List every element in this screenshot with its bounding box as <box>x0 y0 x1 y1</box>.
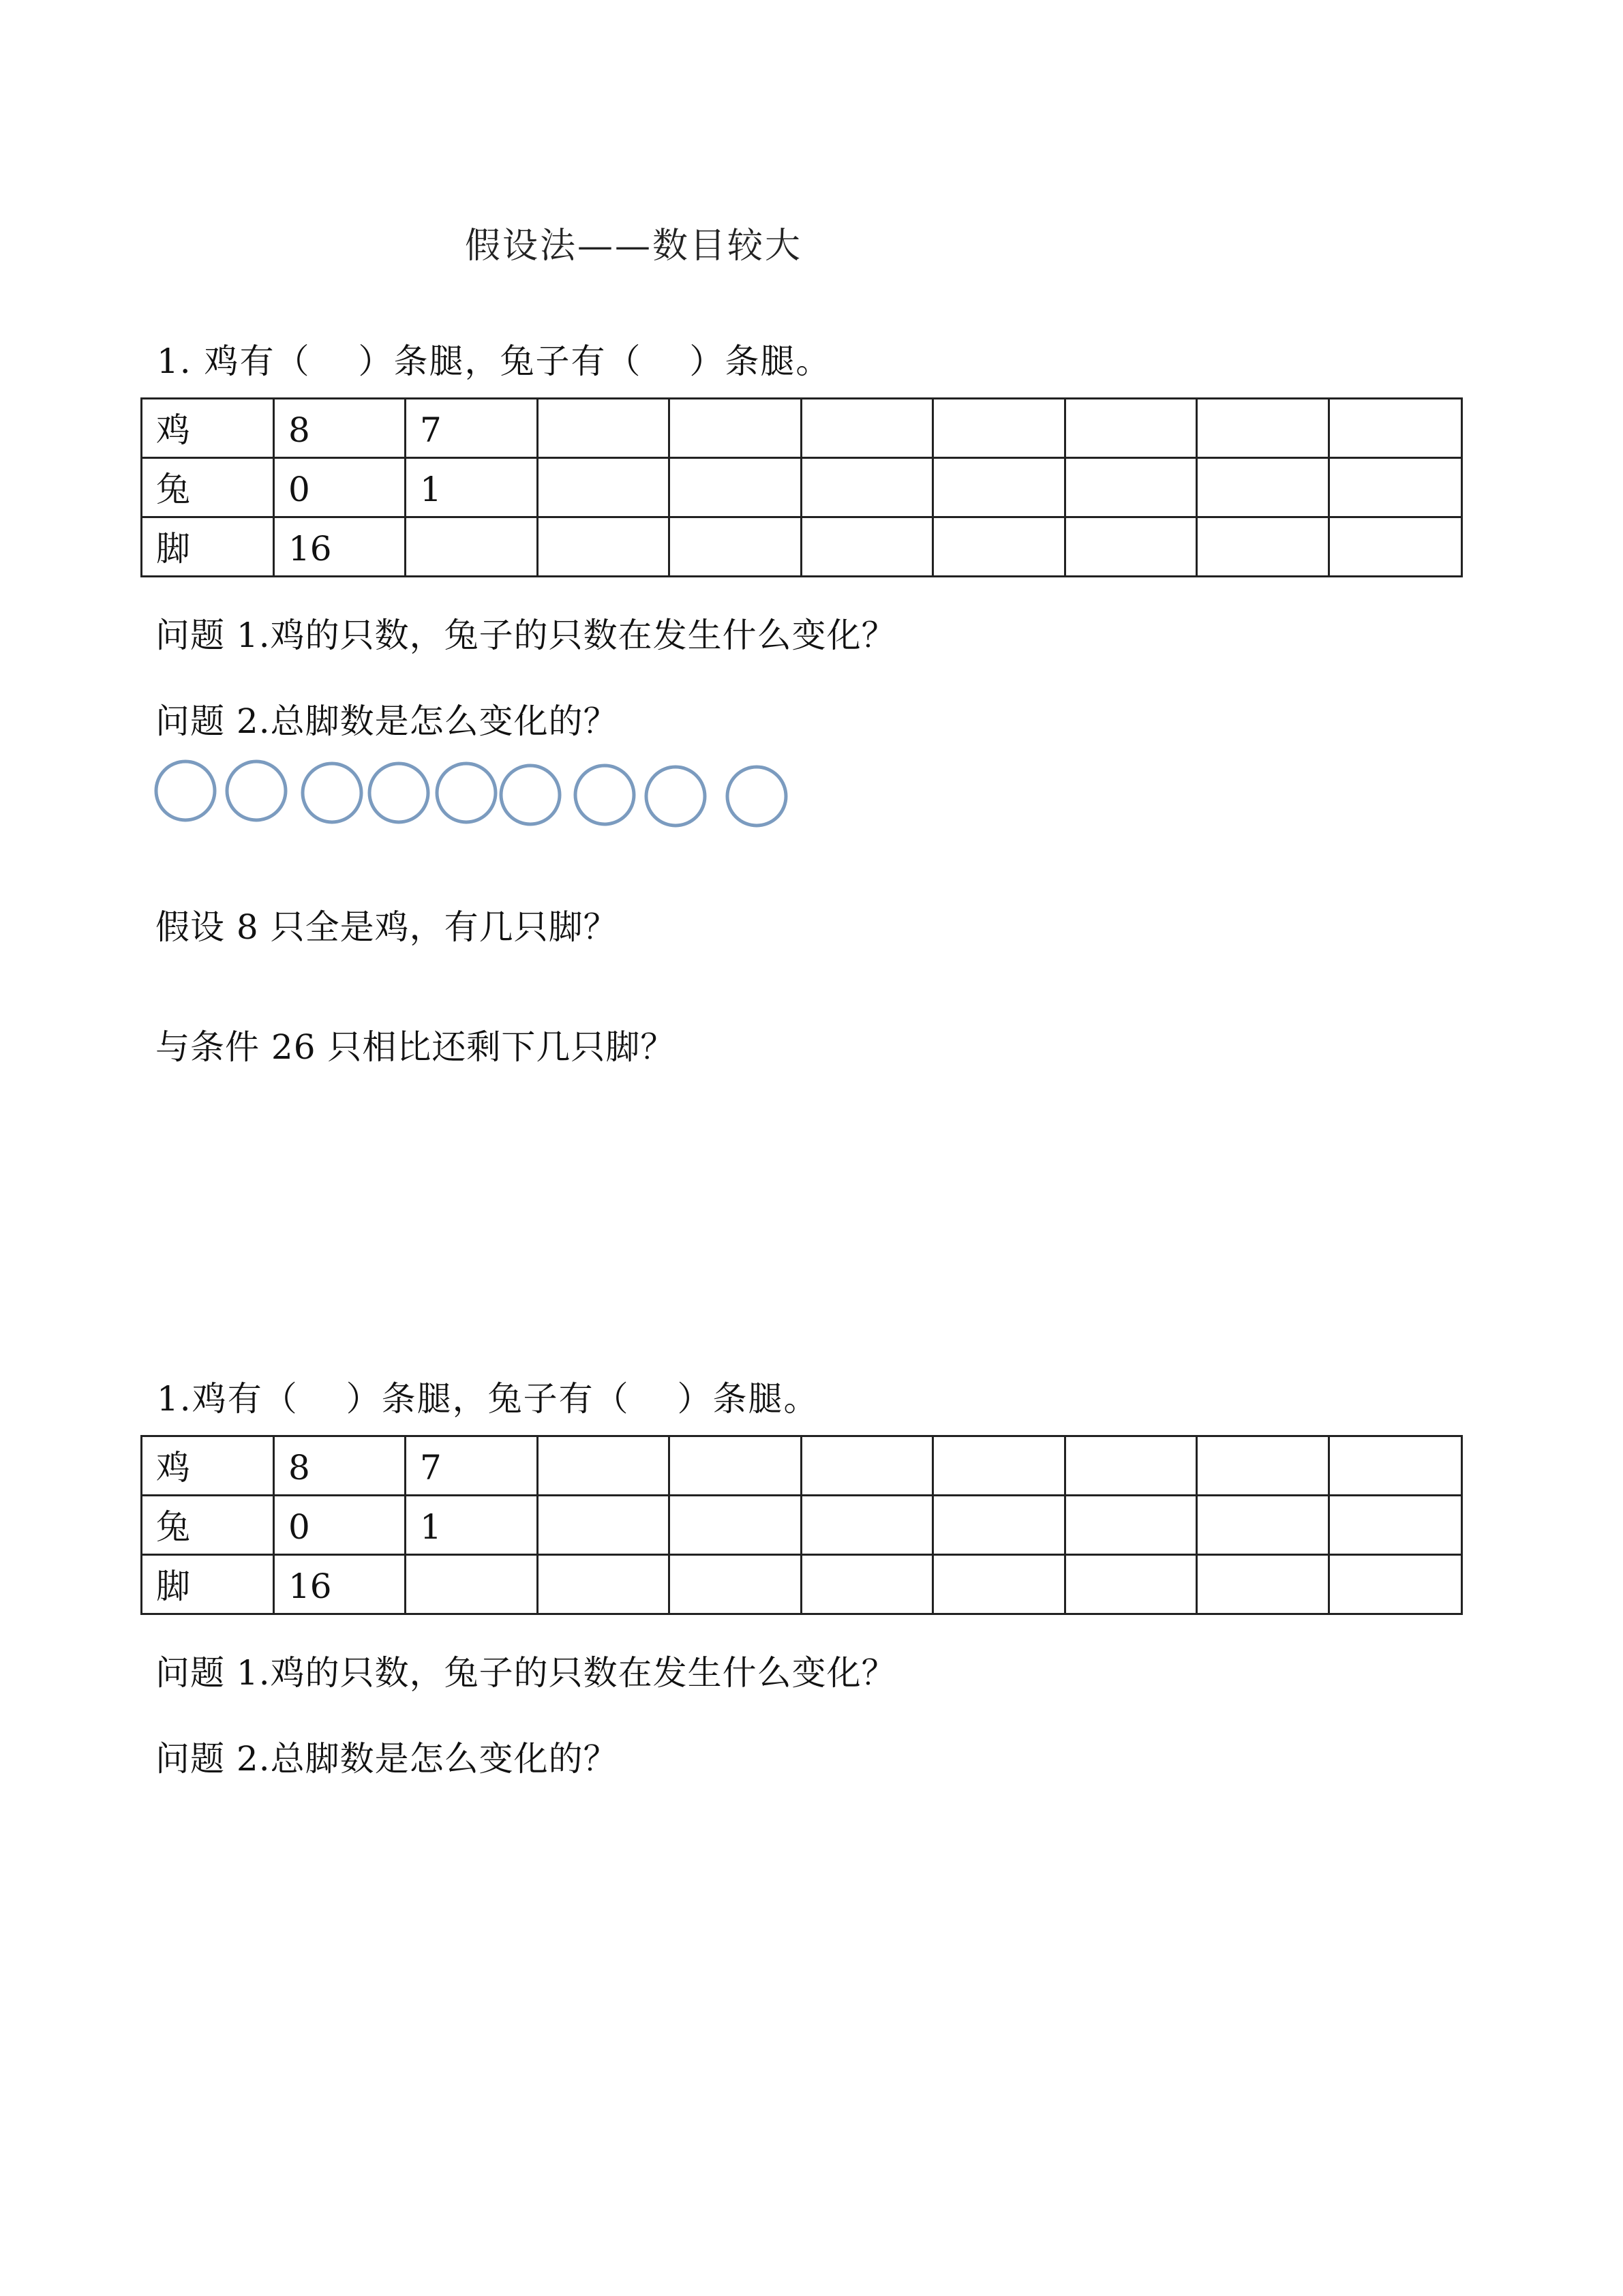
table-cell <box>802 1436 933 1496</box>
table-cell <box>802 1496 933 1555</box>
blank-circle <box>646 767 705 826</box>
table-cell <box>1197 1436 1329 1496</box>
section1-question1: 问题 1.鸡的只数，兔子的只数在发生什么变化？ <box>155 616 896 655</box>
blank-circle <box>303 764 361 822</box>
blank-circle <box>501 766 560 824</box>
table-cell <box>1065 1496 1197 1555</box>
blank-circle <box>727 767 786 826</box>
section1-assume: 假设 8 只全是鸡，有几只脚？ <box>155 907 618 947</box>
table-cell <box>406 1555 538 1614</box>
table-cell <box>669 1496 802 1555</box>
table-cell: 16 <box>274 1555 406 1614</box>
row-label: 兔 <box>142 1496 274 1555</box>
page-title: 假设法——数目较大 <box>465 226 803 267</box>
table-cell: 7 <box>406 1436 538 1496</box>
table-cell <box>669 1555 802 1614</box>
row-label: 脚 <box>142 517 274 577</box>
circle-row <box>0 0 1623 886</box>
table-cell <box>1197 1555 1329 1614</box>
row-label: 鸡 <box>142 399 274 458</box>
table-cell: 8 <box>274 1436 406 1496</box>
table-cell <box>1329 1496 1462 1555</box>
blank-circle <box>156 761 215 820</box>
table-cell <box>933 1496 1065 1555</box>
table-cell <box>1197 1496 1329 1555</box>
table-cell <box>933 1555 1065 1614</box>
section1-question2: 问题 2.总脚数是怎么变化的？ <box>155 701 618 741</box>
section2-table <box>140 1435 1463 1615</box>
blank-circle <box>227 761 286 820</box>
row-label: 鸡 <box>142 1436 274 1496</box>
table-cell <box>538 1436 669 1496</box>
table-row <box>142 1436 1462 1496</box>
section1-prompt: 1. 鸡有（ ）条腿，兔子有（ ）条腿。 <box>157 342 832 381</box>
table-cell: 1 <box>406 1496 538 1555</box>
blank-circle <box>437 764 496 822</box>
table-cell <box>933 1436 1065 1496</box>
table-cell: 16 <box>274 517 406 577</box>
table-cell: 8 <box>274 399 406 458</box>
section2-question1: 问题 1.鸡的只数，兔子的只数在发生什么变化？ <box>155 1653 896 1693</box>
table-cell <box>669 1436 802 1496</box>
section2-prompt: 1.鸡有（ ）条腿，兔子有（ ）条腿。 <box>157 1379 819 1419</box>
table-cell <box>538 1555 669 1614</box>
row-label: 脚 <box>142 1555 274 1614</box>
row-label: 兔 <box>142 458 274 517</box>
section1-compare: 与条件 26 只相比还剩下几只脚？ <box>155 1027 676 1067</box>
table-cell <box>1329 1436 1462 1496</box>
table-row <box>142 1496 1462 1555</box>
table-cell <box>538 1496 669 1555</box>
table-cell: 0 <box>274 458 406 517</box>
table-cell <box>802 1555 933 1614</box>
table-cell: 1 <box>406 458 538 517</box>
blank-circle <box>575 766 634 824</box>
table-cell: 7 <box>406 399 538 458</box>
table-cell <box>1065 1555 1197 1614</box>
section2-question2: 问题 2.总脚数是怎么变化的？ <box>155 1739 618 1779</box>
blank-circle <box>369 764 428 822</box>
table-row <box>142 1555 1462 1614</box>
table-cell <box>1329 1555 1462 1614</box>
table-cell <box>1065 1436 1197 1496</box>
table-cell: 0 <box>274 1496 406 1555</box>
